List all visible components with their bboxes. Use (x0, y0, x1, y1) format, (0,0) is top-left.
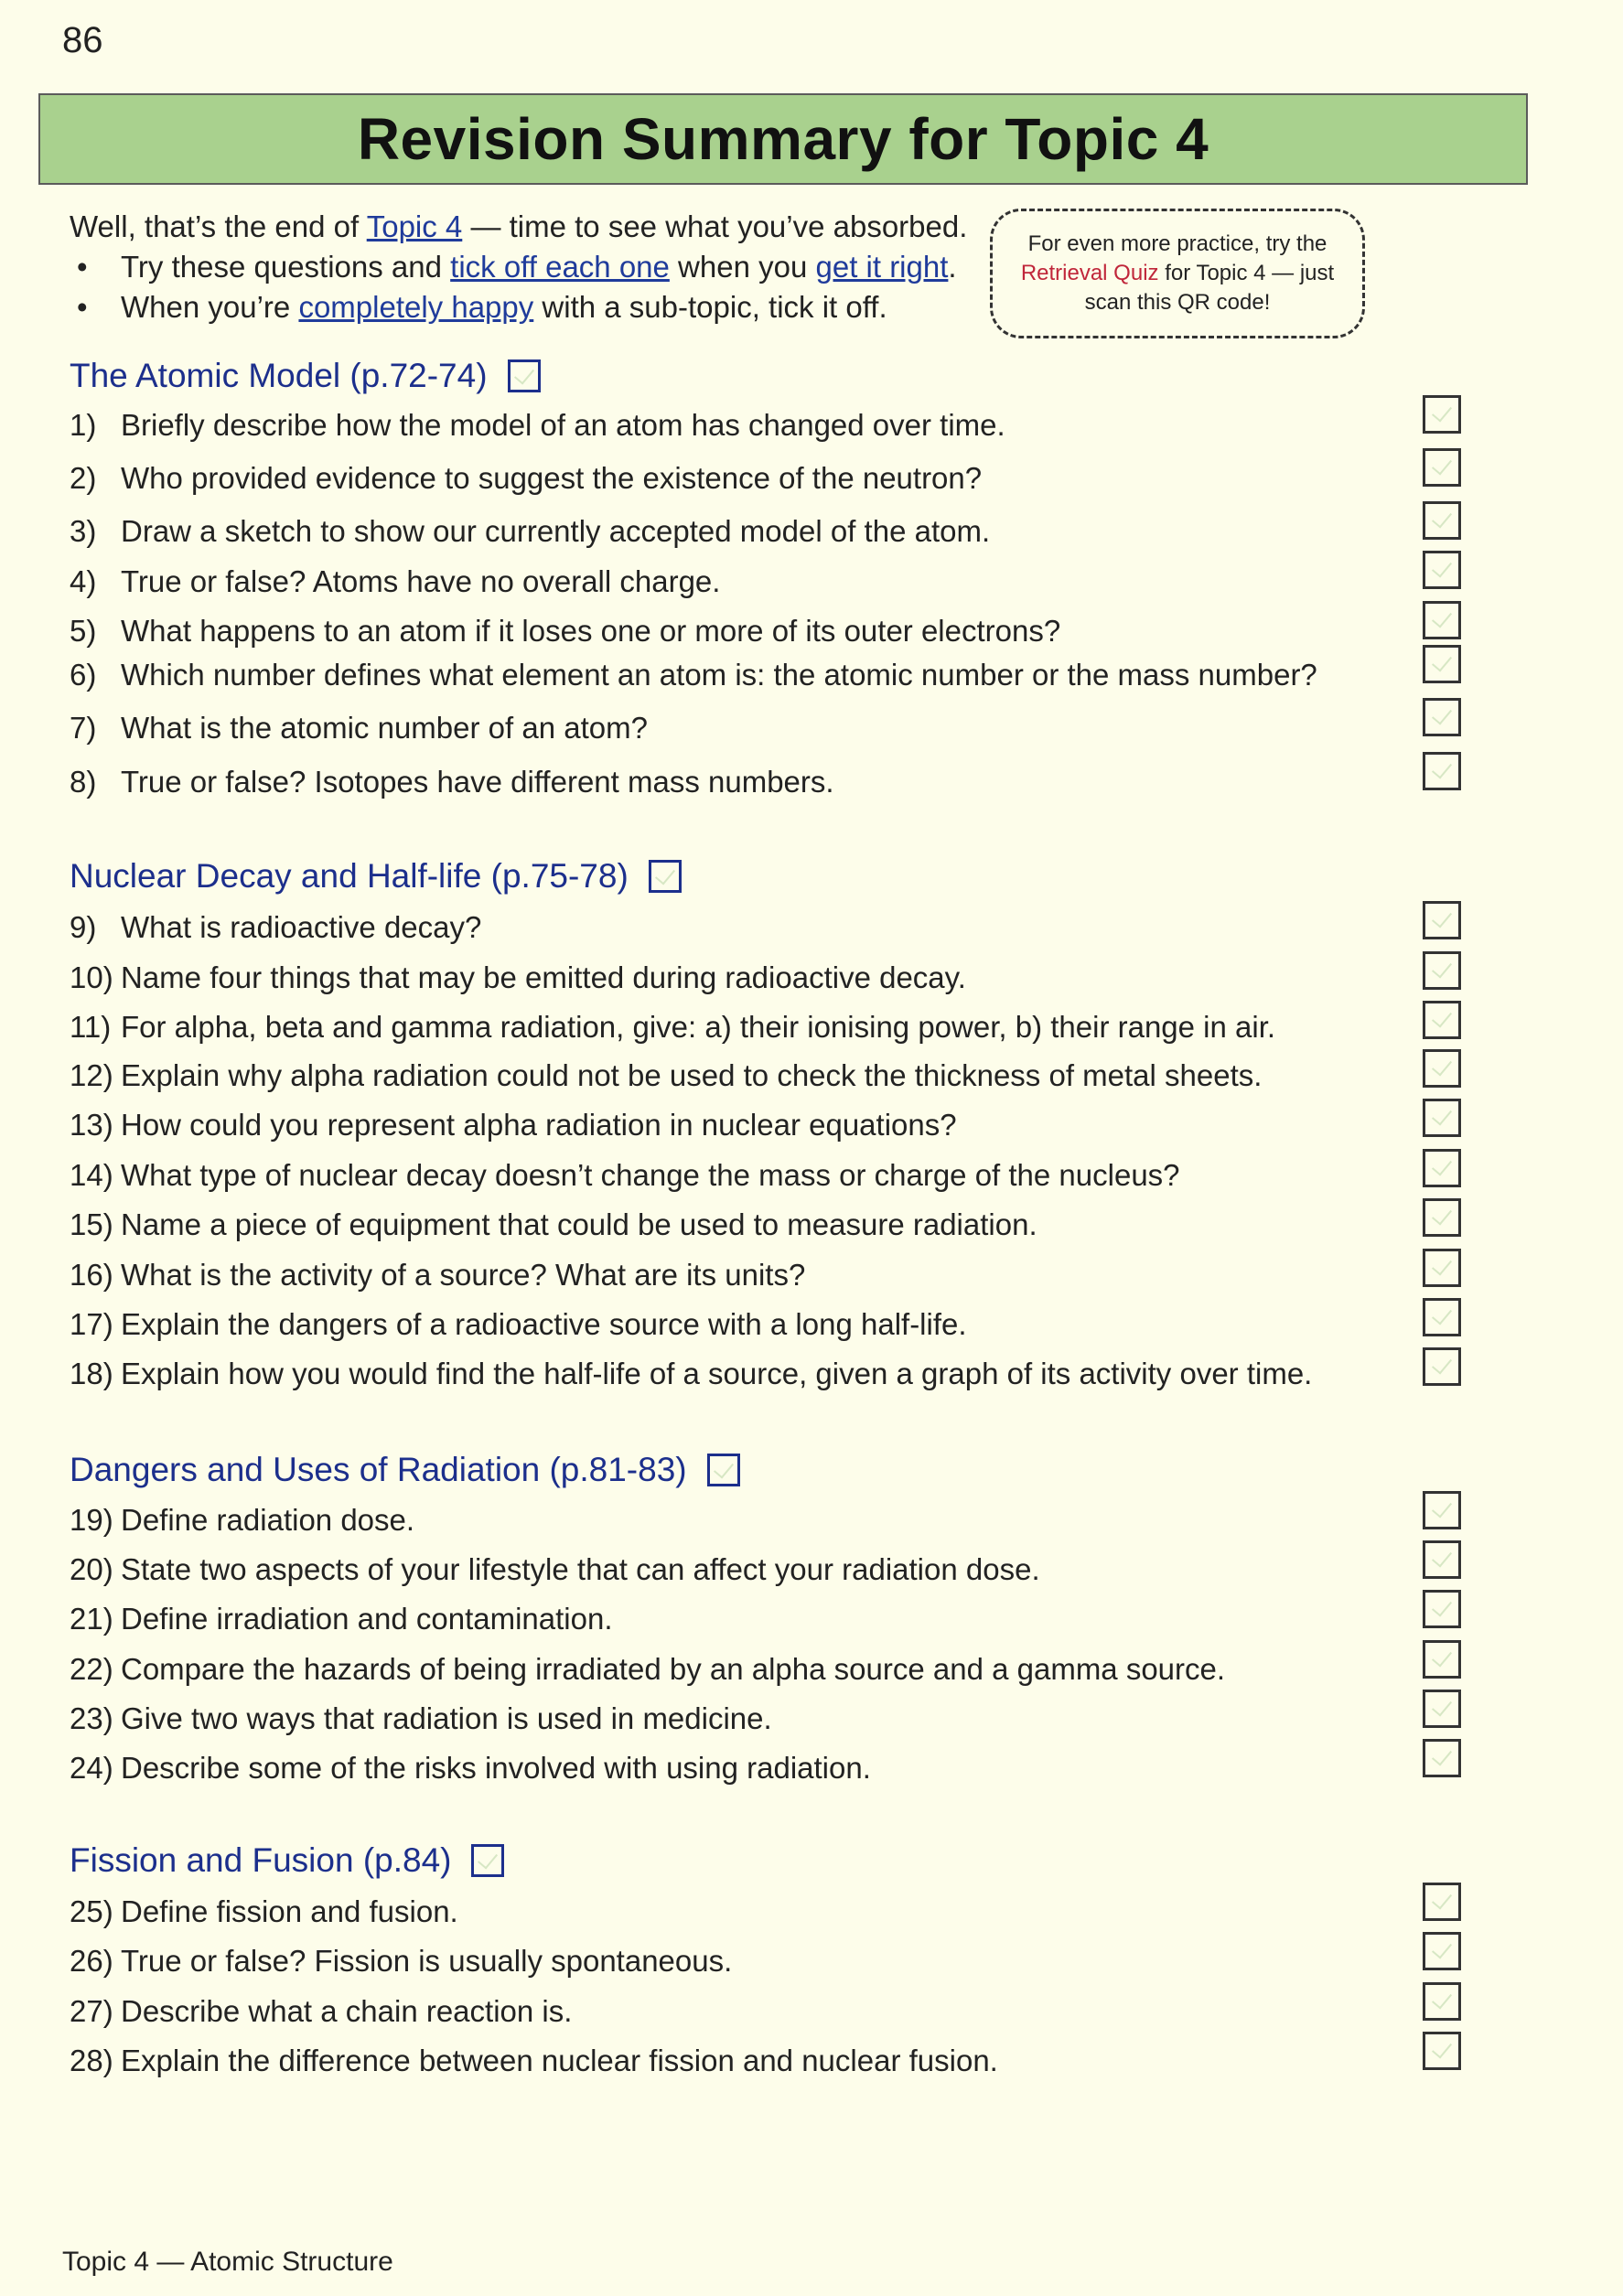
intro-line (70, 207, 967, 247)
question-item (70, 1207, 1037, 1242)
question-checkbox[interactable] (1423, 1540, 1461, 1579)
question-number: 1) (70, 408, 97, 442)
question-checkbox[interactable] (1423, 1590, 1461, 1628)
faint-tick-icon (1432, 957, 1452, 978)
question-number: 15) (70, 1207, 113, 1241)
question-checkbox[interactable] (1423, 1049, 1461, 1088)
question-text: Explain the difference between nuclear fission and nuclear fusion. (121, 2044, 998, 2077)
question-number: 9) (70, 910, 97, 944)
question-number: 19) (70, 1503, 113, 1537)
faint-tick-icon (655, 864, 675, 885)
intro-text: Try these questions and (121, 250, 451, 284)
question-checkbox[interactable] (1423, 1739, 1461, 1777)
question-text: Name four things that may be emitted during radioactive decay. (121, 960, 966, 994)
intro-text: — time to see what you’ve absorbed. (462, 209, 968, 243)
question-number: 14) (70, 1158, 113, 1192)
qr-callout (990, 209, 1365, 338)
section-checkbox[interactable] (707, 1454, 740, 1486)
question-item (70, 1258, 805, 1293)
question-item (70, 658, 1317, 692)
question-checkbox[interactable] (1423, 901, 1461, 939)
question-checkbox[interactable] (1423, 448, 1461, 487)
faint-tick-icon (1432, 1646, 1452, 1667)
section-checkbox[interactable] (649, 860, 682, 893)
question-checkbox[interactable] (1423, 1198, 1461, 1237)
section-title-atomic-model (70, 357, 541, 395)
question-item (70, 2044, 998, 2078)
question-text: What is radioactive decay? (121, 910, 482, 944)
intro-text: when you (669, 250, 816, 284)
bullet-icon: • (77, 250, 88, 284)
section-title-label: The Atomic Model (p.72-74) (70, 357, 488, 394)
question-checkbox[interactable] (1423, 951, 1461, 990)
question-text: How could you represent alpha radiation in nuclear equations? (121, 1108, 957, 1142)
section-checkbox[interactable] (508, 359, 541, 392)
question-number: 22) (70, 1652, 113, 1686)
question-item (70, 960, 966, 995)
intro-text: Well, that’s the end of (70, 209, 367, 243)
question-number: 20) (70, 1552, 113, 1586)
question-number: 23) (70, 1701, 113, 1735)
question-number: 27) (70, 1994, 113, 2028)
question-item (70, 711, 648, 746)
question-checkbox[interactable] (1423, 698, 1461, 736)
question-number: 12) (70, 1058, 113, 1092)
question-number: 16) (70, 1258, 113, 1292)
question-checkbox[interactable] (1423, 2032, 1461, 2070)
question-checkbox[interactable] (1423, 1298, 1461, 1336)
question-text: Give two ways that radiation is used in medicine. (121, 1701, 772, 1735)
section-title-label: Dangers and Uses of Radiation (p.81-83) (70, 1451, 687, 1488)
question-item (70, 461, 982, 496)
section-title-label: Nuclear Decay and Half-life (p.75-78) (70, 857, 629, 895)
intro-text: with a sub-topic, tick it off. (533, 290, 887, 324)
question-text: Describe what a chain reaction is. (121, 1994, 573, 2028)
question-checkbox[interactable] (1423, 501, 1461, 540)
question-item (70, 1108, 957, 1143)
question-number: 24) (70, 1751, 113, 1785)
faint-tick-icon (1432, 507, 1452, 528)
faint-tick-icon (1432, 454, 1452, 475)
qr-callout-line: scan this QR code! (1084, 290, 1271, 315)
question-item (70, 1058, 1262, 1093)
faint-tick-icon (1432, 1497, 1452, 1518)
intro-block (70, 207, 967, 327)
question-checkbox[interactable] (1423, 1491, 1461, 1529)
faint-tick-icon (714, 1457, 734, 1478)
question-number: 11) (70, 1010, 112, 1044)
question-text: Describe some of the risks involved with using radiation. (121, 1751, 871, 1785)
intro-text: When you’re (121, 290, 299, 324)
qr-callout-text (1021, 230, 1334, 317)
faint-tick-icon (1432, 1006, 1452, 1027)
section-title-fission-fusion (70, 1841, 504, 1880)
faint-tick-icon (1432, 1154, 1452, 1175)
faint-tick-icon (1432, 1546, 1452, 1567)
question-number: 21) (70, 1602, 113, 1636)
faint-tick-icon (1432, 650, 1452, 671)
question-text: Draw a sketch to show our currently accepted model of the atom. (121, 514, 991, 548)
title-banner (38, 93, 1528, 185)
question-checkbox[interactable] (1423, 752, 1461, 790)
question-item (70, 1503, 414, 1538)
faint-tick-icon (478, 1848, 498, 1869)
question-item (70, 910, 481, 945)
faint-tick-icon (1432, 1937, 1452, 1958)
question-number: 25) (70, 1894, 113, 1928)
question-item (70, 1994, 572, 2029)
qr-callout-line: for Topic 4 — just (1158, 261, 1335, 285)
question-text: Compare the hazards of being irradiated by an alpha source and a gamma source. (121, 1652, 1226, 1686)
question-number: 18) (70, 1357, 113, 1390)
question-text: For alpha, beta and gamma radiation, give: a) their ionising power, b) their range in air. (121, 1010, 1276, 1044)
question-item (70, 614, 1060, 649)
question-text: What type of nuclear decay doesn’t change the mass or charge of the nucleus? (121, 1158, 1180, 1192)
question-text: True or false? Fission is usually spontaneous. (121, 1944, 733, 1978)
faint-tick-icon (1432, 2037, 1452, 2058)
faint-tick-icon (514, 363, 534, 384)
section-title-nuclear-decay (70, 857, 682, 896)
question-text: What is the activity of a source? What are its units? (121, 1258, 806, 1292)
question-item (70, 1652, 1225, 1687)
question-number: 13) (70, 1108, 113, 1142)
question-text: Explain how you would find the half-life of a source, given a graph of its activity over time. (121, 1357, 1313, 1390)
question-checkbox[interactable] (1423, 1640, 1461, 1679)
page-number: 86 (62, 20, 103, 60)
question-text: State two aspects of your lifestyle that can affect your radiation dose. (121, 1552, 1040, 1586)
question-number: 4) (70, 564, 97, 598)
get-it-right-link[interactable]: get it right (815, 250, 949, 284)
faint-tick-icon (1432, 703, 1452, 724)
faint-tick-icon (1432, 1254, 1452, 1275)
faint-tick-icon (1432, 1104, 1452, 1125)
section-checkbox[interactable] (471, 1844, 504, 1877)
question-text: Define radiation dose. (121, 1503, 415, 1537)
question-number: 10) (70, 960, 113, 994)
intro-bullet-1 (70, 247, 967, 287)
bullet-icon: • (77, 290, 88, 324)
question-checkbox[interactable] (1423, 1099, 1461, 1137)
question-text: Define irradiation and contamination. (121, 1602, 613, 1636)
intro-bullet-2 (70, 287, 967, 327)
question-number: 6) (70, 658, 97, 692)
question-item (70, 408, 1005, 443)
question-item (70, 1010, 1275, 1045)
question-number: 7) (70, 711, 97, 745)
question-number: 5) (70, 614, 97, 648)
retrieval-quiz-label: Retrieval Quiz (1020, 261, 1159, 285)
question-number: 8) (70, 765, 97, 799)
question-text: Name a piece of equipment that could be used to measure radiation. (121, 1207, 1037, 1241)
question-item (70, 1602, 613, 1636)
question-item (70, 1751, 871, 1786)
question-text: What is the atomic number of an atom? (121, 711, 648, 745)
question-checkbox[interactable] (1423, 601, 1461, 639)
question-checkbox[interactable] (1423, 1149, 1461, 1187)
question-item (70, 564, 720, 599)
question-text: True or false? Isotopes have different mass numbers. (121, 765, 834, 799)
question-number: 2) (70, 461, 97, 495)
completely-happy-link[interactable]: completely happy (298, 290, 534, 324)
faint-tick-icon (1432, 556, 1452, 577)
faint-tick-icon (1432, 606, 1452, 628)
question-checkbox[interactable] (1423, 1347, 1461, 1386)
question-number: 28) (70, 2044, 113, 2077)
question-text: Define fission and fusion. (121, 1894, 458, 1928)
question-text: Explain why alpha radiation could not be used to check the thickness of metal sheets. (121, 1058, 1263, 1092)
topic-4-link[interactable]: Topic 4 (366, 209, 463, 243)
faint-tick-icon (1432, 1695, 1452, 1716)
question-number: 26) (70, 1944, 113, 1978)
question-text: Explain the dangers of a radioactive source with a long half-life. (121, 1307, 967, 1341)
question-checkbox[interactable] (1423, 1249, 1461, 1287)
faint-tick-icon (1432, 1595, 1452, 1616)
question-item (70, 1357, 1312, 1391)
question-text: True or false? Atoms have no overall charge. (121, 564, 721, 598)
faint-tick-icon (1432, 1888, 1452, 1909)
question-checkbox[interactable] (1423, 1883, 1461, 1921)
question-text: Who provided evidence to suggest the existence of the neutron? (121, 461, 983, 495)
faint-tick-icon (1432, 1055, 1452, 1076)
qr-callout-line: For even more practice, try the (1027, 231, 1327, 256)
faint-tick-icon (1432, 1304, 1452, 1325)
question-checkbox[interactable] (1423, 645, 1461, 683)
question-item (70, 514, 990, 549)
question-checkbox[interactable] (1423, 1982, 1461, 2021)
page-footer: Topic 4 — Atomic Structure (62, 2247, 393, 2277)
question-item (70, 1552, 1040, 1587)
tick-off-link[interactable]: tick off each one (450, 250, 670, 284)
faint-tick-icon (1432, 1204, 1452, 1225)
question-checkbox[interactable] (1423, 1690, 1461, 1728)
faint-tick-icon (1432, 757, 1452, 778)
question-item (70, 1307, 967, 1342)
question-item (70, 1894, 458, 1929)
question-text: Which number defines what element an atom is: the atomic number or the mass number? (121, 658, 1317, 692)
question-item (70, 1944, 732, 1979)
question-text: Briefly describe how the model of an atom has changed over time. (121, 408, 1005, 442)
question-text: What happens to an atom if it loses one or more of its outer electrons? (121, 614, 1061, 648)
question-number: 17) (70, 1307, 113, 1341)
faint-tick-icon (1432, 907, 1452, 928)
faint-tick-icon (1432, 1353, 1452, 1374)
faint-tick-icon (1432, 1988, 1452, 2009)
page-title: Revision Summary for Topic 4 (357, 106, 1209, 172)
question-number: 3) (70, 514, 97, 548)
question-checkbox[interactable] (1423, 1932, 1461, 1970)
faint-tick-icon (1432, 401, 1452, 422)
intro-text: . (948, 250, 957, 284)
question-checkbox[interactable] (1423, 551, 1461, 589)
question-checkbox[interactable] (1423, 395, 1461, 434)
section-title-dangers-uses (70, 1451, 740, 1489)
question-checkbox[interactable] (1423, 1001, 1461, 1039)
faint-tick-icon (1432, 1744, 1452, 1765)
question-item (70, 1701, 772, 1736)
question-item (70, 765, 834, 799)
question-item (70, 1158, 1180, 1193)
section-title-label: Fission and Fusion (p.84) (70, 1841, 452, 1879)
